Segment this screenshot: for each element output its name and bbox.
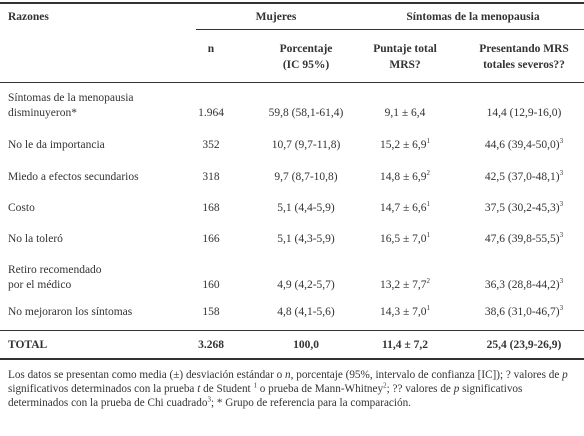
header-presentando-1: Presentando MRS [479,43,569,55]
header-sintomas: Síntomas de la menopausia [406,11,540,23]
row-puntaje: $13,2 \pm 7,7^2$ [379,277,431,291]
row-severos: 44,6 $(39,4-50,0)^3$ [484,137,564,151]
row-razon-line: No la toleró [8,233,63,245]
row-porcentaje: 5,1 (4,3-5,9) [277,233,335,245]
row-porcentaje: 5,1 (4,4-5,9) [277,202,335,214]
row-severos: 42,5 $(37,0-48,1)^3$ [484,169,564,183]
header-bottom-rule [0,82,584,83]
row-porcentaje: 59,8 (58,1-61,4) [268,107,344,119]
row-puntaje: 9,1 ± 6,4 [384,107,426,119]
row-puntaje: $14,3 \pm 7,0^1$ [379,304,431,318]
row-n: 352 [202,139,220,151]
row-razon-line: disminuyeron* [8,107,77,119]
total-n: 3.268 [198,339,224,351]
row-puntaje: $14,7 \pm 6,6^1$ [379,200,431,214]
row-razon-line: Miedo a efectos secundarios [8,171,139,183]
total-porcentaje: 100,0 [293,339,319,351]
row-porcentaje: 4,8 (4,1-5,6) [277,306,335,318]
total-top-rule [0,330,584,331]
top-rule [0,2,584,4]
header-mujeres: Mujeres [255,11,297,23]
row-puntaje: $15,2 \pm 6,9^1$ [379,137,431,151]
row-puntaje: $14,8 \pm 6,9^2$ [379,169,431,183]
row-severos: 38,6 $(31,0-46,7)^3$ [484,304,564,318]
row-porcentaje: 10,7 (9,7-11,8) [271,139,341,151]
row-porcentaje: 4,9 (4,2-5,7) [277,279,335,291]
row-razon-line: Costo [8,202,35,214]
total-severos: 25,4 (23,9-26,9) [486,339,562,351]
row-porcentaje: 9,7 (8,7-10,8) [274,171,338,183]
row-severos: 36,3 $(28,8-44,2)^3$ [484,277,564,291]
row-razon-line: Retiro recomendado [8,264,102,276]
row-razon-line: No le da importancia [8,139,105,151]
total-label: TOTAL [8,339,48,351]
row-razon-line: por el médico [8,279,72,291]
row-n: 168 [202,202,220,214]
total-bottom-rule [0,358,584,360]
total-puntaje: 11,4 ± 7,2 [382,339,428,351]
row-puntaje: $16,5 \pm 7,0^1$ [379,231,431,245]
row-severos: 14,4 (12,9-16,0) [486,107,562,119]
header-porcentaje-1: Porcentaje [279,43,333,55]
header-razones: Razones [8,11,49,23]
header-presentando-2: totales severos?? [483,59,565,71]
header-porcentaje-2: (IC 95%) [282,59,330,71]
row-razon-line: No mejoraron los síntomas [8,306,133,318]
row-n: 318 [202,171,220,183]
table-footnote: Los datos se presentan como media (±) desviación estándar o n, porcentaje (95%, intervalo de confianza [IC]); ? valores de p significativos determinados con la prueba t de Student $^1$ o prueba de Mann-Whitney$^2$; ?? valores de p significativos determinados con la prueba de Chi cuadrado$^3$; * Grupo de referencia para la comparación. [8,369,568,410]
row-n: 1.964 [198,107,224,119]
header-divider-rule [196,29,584,30]
row-n: 160 [202,279,220,291]
row-n: 158 [202,306,220,318]
row-n: 166 [202,233,220,245]
row-severos: 37,5 $(30,2-45,3)^3$ [484,200,564,214]
header-n: n [207,43,215,55]
row-severos: 47,6 $(39,8-55,5)^3$ [484,231,564,245]
header-puntaje-2: MRS? [389,59,421,71]
header-puntaje-1: Puntaje total [373,43,437,55]
row-razon-line: Síntomas de la menopausia [8,92,134,104]
